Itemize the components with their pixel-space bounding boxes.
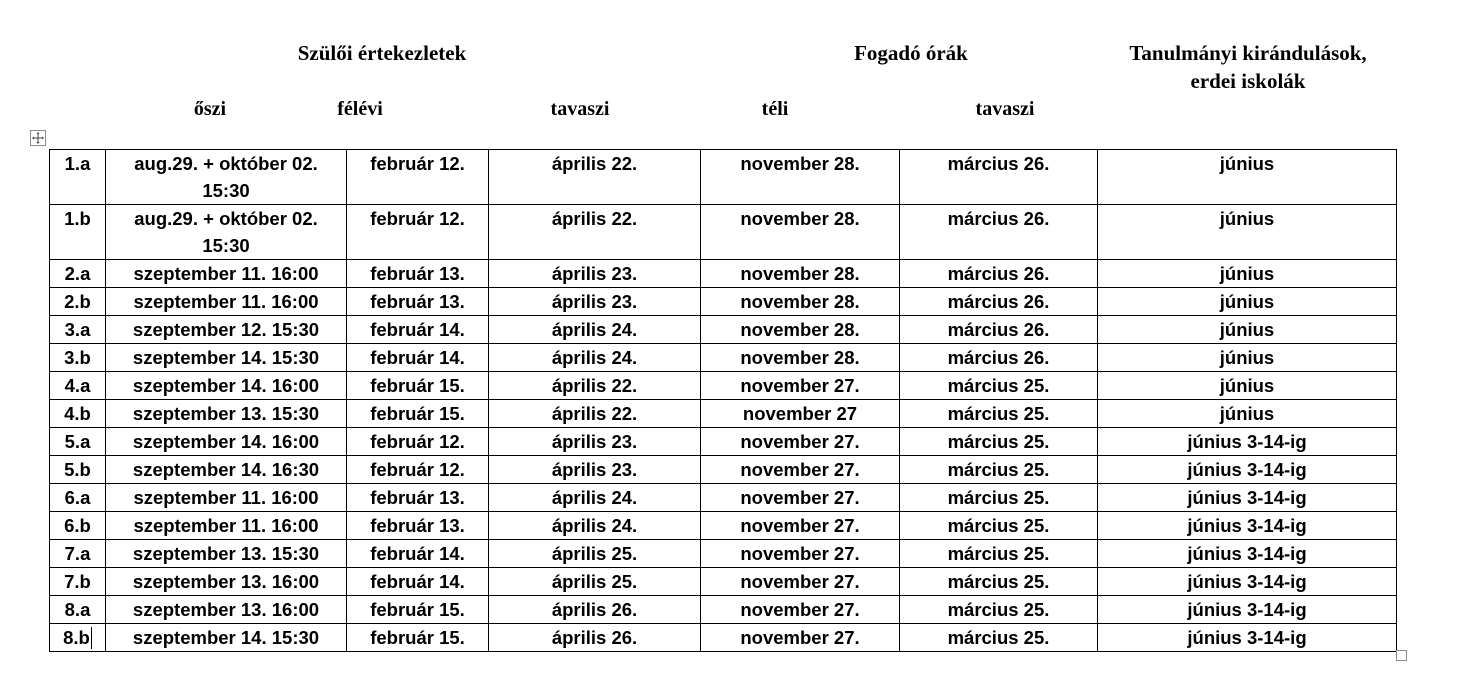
cell-study-trip[interactable]	[1098, 596, 1397, 624]
heading-study-trips-line2: erdei iskolák	[1190, 69, 1306, 93]
cell-text: aug.29. + október 02. 15:30	[134, 153, 318, 201]
cell-text: február 14.	[370, 319, 465, 340]
cell-text: március 25.	[947, 627, 1050, 648]
cell-text: április 23.	[551, 263, 638, 284]
cell-text: szeptember 13. 15:30	[132, 543, 320, 564]
cell-spring-meeting[interactable]	[489, 568, 701, 596]
cell-semester-meeting[interactable]	[347, 512, 489, 540]
cell-spring-meeting[interactable]	[489, 260, 701, 288]
cell-semester-meeting[interactable]	[347, 260, 489, 288]
cell-semester-meeting[interactable]	[347, 344, 489, 372]
cell-spring-reception[interactable]	[900, 512, 1098, 540]
cell-text: június	[1219, 263, 1275, 284]
cell-text: február 14.	[370, 543, 465, 564]
cell-spring-meeting[interactable]	[489, 484, 701, 512]
cell-autumn-meeting[interactable]	[106, 400, 347, 428]
cell-class[interactable]	[50, 205, 106, 260]
cell-text: április 24.	[551, 347, 638, 368]
cell-text: február 13.	[370, 487, 465, 508]
cell-spring-meeting[interactable]	[489, 150, 701, 205]
cell-text: június 3-14-ig	[1187, 627, 1307, 648]
cell-autumn-meeting[interactable]	[106, 372, 347, 400]
cell-spring-reception[interactable]	[900, 372, 1098, 400]
subheading-spring-reception: tavaszi	[975, 98, 1035, 120]
cell-semester-meeting[interactable]	[347, 596, 489, 624]
table-row	[50, 484, 1397, 512]
cell-text: február 13.	[370, 515, 465, 536]
cell-text: június	[1219, 153, 1275, 174]
cell-class[interactable]	[50, 624, 106, 652]
cell-spring-reception[interactable]	[900, 400, 1098, 428]
cell-text: november 28.	[740, 347, 860, 368]
cell-text: március 25.	[947, 515, 1050, 536]
cell-spring-reception[interactable]	[900, 568, 1098, 596]
cell-text: március 25.	[947, 571, 1050, 592]
cell-semester-meeting[interactable]	[347, 456, 489, 484]
cell-text: 7.b	[64, 571, 91, 592]
cell-class[interactable]	[50, 288, 106, 316]
table-move-handle-icon[interactable]	[30, 130, 46, 146]
cell-winter-reception[interactable]	[701, 400, 900, 428]
subheading-autumn: őszi	[193, 98, 227, 120]
cell-text: 7.a	[64, 543, 91, 564]
cell-semester-meeting[interactable]	[347, 400, 489, 428]
cell-spring-meeting[interactable]	[489, 428, 701, 456]
table-row	[50, 540, 1397, 568]
cell-text: április 22.	[551, 153, 638, 174]
cell-text: április 22.	[551, 375, 638, 396]
cell-class[interactable]	[50, 344, 106, 372]
cell-text: 3.a	[64, 319, 91, 340]
cell-text: november 27	[742, 403, 858, 424]
cell-autumn-meeting[interactable]	[106, 205, 347, 260]
cell-text: március 25.	[947, 599, 1050, 620]
cell-text: április 22.	[551, 403, 638, 424]
cell-spring-meeting[interactable]	[489, 456, 701, 484]
cell-class[interactable]	[50, 400, 106, 428]
cell-text: aug.29. + október 02. 15:30	[134, 208, 318, 256]
cell-semester-meeting[interactable]	[347, 540, 489, 568]
cell-text: február 15.	[370, 403, 465, 424]
cell-spring-meeting[interactable]	[489, 624, 701, 652]
table-row	[50, 344, 1397, 372]
cell-text: 4.b	[64, 403, 91, 424]
cell-text: február 15.	[370, 375, 465, 396]
cell-text: szeptember 14. 16:00	[132, 431, 320, 452]
cell-class[interactable]	[50, 596, 106, 624]
cell-study-trip[interactable]	[1098, 540, 1397, 568]
cell-text: március 26.	[947, 263, 1050, 284]
cell-semester-meeting[interactable]	[347, 624, 489, 652]
cell-text: november 28.	[740, 208, 860, 229]
cell-study-trip[interactable]	[1098, 288, 1397, 316]
table-row	[50, 316, 1397, 344]
cell-text: 3.b	[64, 347, 91, 368]
cell-autumn-meeting[interactable]	[106, 624, 347, 652]
heading-reception-hours: Fogadó órák	[854, 41, 968, 65]
cell-semester-meeting[interactable]	[347, 568, 489, 596]
cell-spring-meeting[interactable]	[489, 512, 701, 540]
cell-text: szeptember 12. 15:30	[132, 319, 320, 340]
cell-text: március 26.	[947, 153, 1050, 174]
cell-text: február 14.	[370, 347, 465, 368]
cell-text: november 28.	[740, 319, 860, 340]
cell-autumn-meeting[interactable]	[106, 288, 347, 316]
cell-autumn-meeting[interactable]	[106, 512, 347, 540]
cell-winter-reception[interactable]	[701, 484, 900, 512]
table-row	[50, 288, 1397, 316]
cell-study-trip[interactable]	[1098, 400, 1397, 428]
cell-autumn-meeting[interactable]	[106, 316, 347, 344]
cell-text: június 3-14-ig	[1187, 431, 1307, 452]
cell-text: február 15.	[370, 599, 465, 620]
cell-text: március 26.	[947, 347, 1050, 368]
cell-text: szeptember 14. 15:30	[132, 627, 320, 648]
cell-spring-reception[interactable]	[900, 456, 1098, 484]
cell-text: szeptember 11. 16:00	[133, 263, 319, 284]
cell-winter-reception[interactable]	[701, 540, 900, 568]
cell-class[interactable]	[50, 568, 106, 596]
cell-text: február 12.	[370, 459, 465, 480]
cell-study-trip[interactable]	[1098, 205, 1397, 260]
cell-text: március 25.	[947, 543, 1050, 564]
cell-winter-reception[interactable]	[701, 150, 900, 205]
cell-study-trip[interactable]	[1098, 344, 1397, 372]
cell-text: június 3-14-ig	[1187, 543, 1307, 564]
cell-text: április 22.	[551, 208, 638, 229]
cell-semester-meeting[interactable]	[347, 484, 489, 512]
cell-class[interactable]	[50, 540, 106, 568]
cell-text: 8.a	[64, 599, 91, 620]
cell-semester-meeting[interactable]	[347, 205, 489, 260]
cell-class[interactable]	[50, 512, 106, 540]
cell-text: szeptember 13. 15:30	[132, 403, 320, 424]
cell-text: június	[1219, 347, 1275, 368]
cell-text: április 24.	[551, 487, 638, 508]
cell-text: március 25.	[947, 403, 1050, 424]
cell-spring-reception[interactable]	[900, 624, 1098, 652]
cell-text: szeptember 14. 16:30	[132, 459, 320, 480]
cell-autumn-meeting[interactable]	[106, 428, 347, 456]
cell-spring-reception[interactable]	[900, 205, 1098, 260]
cell-autumn-meeting[interactable]	[106, 150, 347, 205]
cell-text: 1.a	[64, 153, 91, 174]
schedule-table	[49, 149, 1397, 652]
cell-text: március 25.	[947, 459, 1050, 480]
table-row	[50, 624, 1397, 652]
cell-text: június	[1219, 291, 1275, 312]
cell-semester-meeting[interactable]	[347, 428, 489, 456]
cell-autumn-meeting[interactable]	[106, 484, 347, 512]
cell-text: június	[1219, 403, 1275, 424]
cell-text: június 3-14-ig	[1187, 487, 1307, 508]
cell-text: 2.a	[64, 263, 91, 284]
cell-autumn-meeting[interactable]	[106, 260, 347, 288]
cell-text: november 27.	[740, 431, 860, 452]
cell-text: március 26.	[947, 319, 1050, 340]
table-row	[50, 150, 1397, 205]
cell-study-trip[interactable]	[1098, 456, 1397, 484]
cell-text: február 12.	[370, 431, 465, 452]
cell-spring-meeting[interactable]	[489, 372, 701, 400]
table-row	[50, 456, 1397, 484]
cell-text: 5.b	[64, 459, 91, 480]
cell-spring-meeting[interactable]	[489, 288, 701, 316]
cell-semester-meeting[interactable]	[347, 288, 489, 316]
table-row	[50, 372, 1397, 400]
cell-text: április 25.	[551, 571, 638, 592]
table-row	[50, 596, 1397, 624]
cell-text: április 26.	[551, 599, 638, 620]
cell-class[interactable]	[50, 316, 106, 344]
cell-text: november 27.	[740, 515, 860, 536]
cell-spring-reception[interactable]	[900, 344, 1098, 372]
cell-spring-reception[interactable]	[900, 484, 1098, 512]
cell-spring-meeting[interactable]	[489, 316, 701, 344]
table-resize-handle-icon[interactable]	[1396, 650, 1407, 661]
cell-text: április 23.	[551, 459, 638, 480]
cell-class[interactable]	[50, 484, 106, 512]
cell-text: június	[1219, 208, 1275, 229]
cell-winter-reception[interactable]	[701, 568, 900, 596]
cell-text: 8.b	[63, 627, 90, 648]
cell-study-trip[interactable]	[1098, 512, 1397, 540]
cell-winter-reception[interactable]	[701, 456, 900, 484]
cell-text: június 3-14-ig	[1187, 599, 1307, 620]
cell-text: április 25.	[551, 543, 638, 564]
cell-text: április 26.	[551, 627, 638, 648]
cell-spring-meeting[interactable]	[489, 344, 701, 372]
cell-text: november 27.	[740, 375, 860, 396]
cell-text: november 27.	[740, 627, 860, 648]
cell-text: március 25.	[947, 431, 1050, 452]
cell-class[interactable]	[50, 260, 106, 288]
cell-autumn-meeting[interactable]	[106, 456, 347, 484]
cell-text: február 12.	[370, 153, 465, 174]
cell-winter-reception[interactable]	[701, 428, 900, 456]
cell-autumn-meeting[interactable]	[106, 540, 347, 568]
cell-winter-reception[interactable]	[701, 624, 900, 652]
cell-text: február 13.	[370, 263, 465, 284]
table-row	[50, 400, 1397, 428]
cell-text: november 28.	[740, 153, 860, 174]
subheading-spring: tavaszi	[550, 98, 610, 120]
cell-spring-reception[interactable]	[900, 316, 1098, 344]
cell-text: április 23.	[551, 291, 638, 312]
cell-text: szeptember 14. 16:00	[132, 375, 320, 396]
cell-semester-meeting[interactable]	[347, 150, 489, 205]
cell-text: 4.a	[64, 375, 91, 396]
cell-text: 6.a	[64, 487, 91, 508]
cell-text: szeptember 11. 16:00	[133, 291, 319, 312]
cell-study-trip[interactable]	[1098, 150, 1397, 205]
heading-parent-meetings: Szülői értekezletek	[297, 41, 467, 65]
cell-winter-reception[interactable]	[701, 372, 900, 400]
cell-spring-meeting[interactable]	[489, 205, 701, 260]
cell-text: április 23.	[551, 431, 638, 452]
cell-text: március 26.	[947, 208, 1050, 229]
cell-study-trip[interactable]	[1098, 372, 1397, 400]
cell-text: 6.b	[64, 515, 91, 536]
subheading-semester: félévi	[337, 98, 383, 120]
cell-text: március 26.	[947, 291, 1050, 312]
cell-autumn-meeting[interactable]	[106, 344, 347, 372]
cell-study-trip[interactable]	[1098, 428, 1397, 456]
cell-text: március 25.	[947, 375, 1050, 396]
cell-text: június 3-14-ig	[1187, 515, 1307, 536]
cell-text: november 27.	[740, 571, 860, 592]
table-row	[50, 568, 1397, 596]
subheading-winter: téli	[761, 98, 789, 120]
cell-text: február 13.	[370, 291, 465, 312]
cell-winter-reception[interactable]	[701, 260, 900, 288]
cell-spring-reception[interactable]	[900, 596, 1098, 624]
cell-text: június 3-14-ig	[1187, 459, 1307, 480]
heading-study-trips: Tanulmányi kirándulások,	[1129, 41, 1367, 65]
cell-spring-reception[interactable]	[900, 428, 1098, 456]
cell-spring-meeting[interactable]	[489, 400, 701, 428]
cell-text: november 27.	[740, 459, 860, 480]
cell-text: február 14.	[370, 571, 465, 592]
cell-spring-reception[interactable]	[900, 260, 1098, 288]
text-cursor	[91, 627, 92, 649]
cell-text: március 25.	[947, 487, 1050, 508]
cell-class[interactable]	[50, 372, 106, 400]
cell-text: szeptember 11. 16:00	[133, 515, 319, 536]
cell-winter-reception[interactable]	[701, 316, 900, 344]
cell-class[interactable]	[50, 428, 106, 456]
cell-winter-reception[interactable]	[701, 512, 900, 540]
cell-text: február 12.	[370, 208, 465, 229]
cell-text: április 24.	[551, 515, 638, 536]
cell-class[interactable]	[50, 456, 106, 484]
cell-text: szeptember 11. 16:00	[133, 487, 319, 508]
cell-text: február 15.	[370, 627, 465, 648]
cell-winter-reception[interactable]	[701, 344, 900, 372]
cell-study-trip[interactable]	[1098, 316, 1397, 344]
cell-study-trip[interactable]	[1098, 484, 1397, 512]
cell-text: november 28.	[740, 263, 860, 284]
cell-autumn-meeting[interactable]	[106, 596, 347, 624]
cell-study-trip[interactable]	[1098, 624, 1397, 652]
cell-text: 5.a	[64, 431, 91, 452]
cell-text: szeptember 13. 16:00	[132, 599, 320, 620]
cell-study-trip[interactable]	[1098, 260, 1397, 288]
cell-winter-reception[interactable]	[701, 596, 900, 624]
cell-text: szeptember 13. 16:00	[132, 571, 320, 592]
cell-winter-reception[interactable]	[701, 288, 900, 316]
cell-spring-reception[interactable]	[900, 540, 1098, 568]
cell-semester-meeting[interactable]	[347, 372, 489, 400]
cell-text: szeptember 14. 15:30	[132, 347, 320, 368]
cell-text: november 27.	[740, 599, 860, 620]
cell-text: június	[1219, 375, 1275, 396]
cell-spring-meeting[interactable]	[489, 540, 701, 568]
table-row	[50, 428, 1397, 456]
cell-text: november 27.	[740, 487, 860, 508]
cell-text: április 24.	[551, 319, 638, 340]
cell-text: június	[1219, 319, 1275, 340]
cell-class[interactable]	[50, 150, 106, 205]
cell-semester-meeting[interactable]	[347, 316, 489, 344]
cell-text: 1.b	[64, 208, 91, 229]
table-row	[50, 512, 1397, 540]
cell-spring-meeting[interactable]	[489, 596, 701, 624]
table-row	[50, 205, 1397, 260]
cell-text: november 27.	[740, 543, 860, 564]
cell-spring-reception[interactable]	[900, 150, 1098, 205]
table-row	[50, 260, 1397, 288]
cell-autumn-meeting[interactable]	[106, 568, 347, 596]
cell-study-trip[interactable]	[1098, 568, 1397, 596]
cell-text: november 28.	[740, 291, 860, 312]
cell-text: 2.b	[64, 291, 91, 312]
cell-winter-reception[interactable]	[701, 205, 900, 260]
cell-spring-reception[interactable]	[900, 288, 1098, 316]
cell-text: június 3-14-ig	[1187, 571, 1307, 592]
